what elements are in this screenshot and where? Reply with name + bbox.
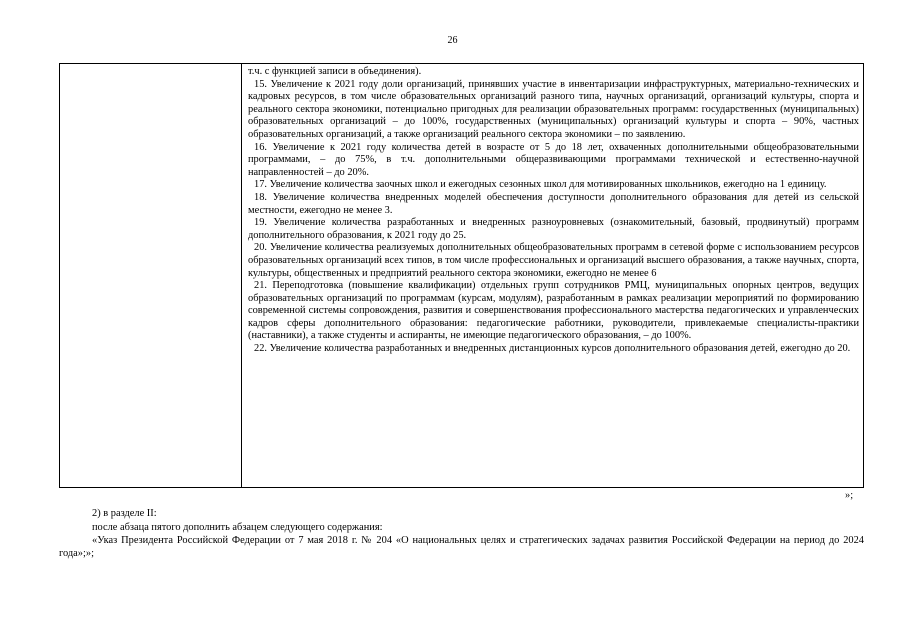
- table-row: [60, 64, 864, 488]
- table-paragraph-17: 17. Увеличение количества заочных школ и ежегодных сезонных школ для мотивированных школьников, ежегодно на 1 единицу.: [254, 179, 827, 191]
- table-paragraph-18: 18. Увеличение количества внедренных моделей обеспечения доступности дополнительного образования для детей из сельской местности, ежегодно не менее 3.: [248, 191, 859, 216]
- table-cell-right: [242, 64, 864, 488]
- table-paragraph-continuation: т.ч. с функцией записи в объединения).: [248, 66, 422, 77]
- table-paragraph-19: 19. Увеличение количества разработанных и внедренных разноуровневых (ознакомительный, базовый, продвинутый) программ дополнительного образования, к 2021 году до 25.: [248, 217, 859, 241]
- closing-quote: »;: [845, 490, 854, 501]
- body-line-decree-quote: «Указ Президента Российской Федерации от 7 мая 2018 г. № 204 «О национальных целях и стратегических задачах развития Российской Федерации на период до 2024 года»;»;: [59, 535, 864, 559]
- body-line-instruction: после абзаца пятого дополнить абзацем следующего содержания:: [92, 522, 383, 533]
- body-line-section-ref: 2) в разделе II:: [92, 508, 157, 519]
- table-paragraph-15: 15. Увеличение к 2021 году доли организаций, принявших участие в инвентаризации инфраструктурных, материально-технических и кадровых ресурсов, в том числе образовательных организаций разного типа, научных организаций, организаций культуры, спорта и реального сектора экономики, потенциально пригодных для реализации образовательных программ: государственных (муниципальных) образовательных организаций – до 100%, государственных (муниципальных) организаций культуры и спорта – 90%, частных образовательных организаций, а также организаций реального сектора экономики – по заявлению.: [248, 78, 859, 140]
- table-paragraph-20: 20. Увеличение количества реализуемых дополнительных общеобразовательных программ в сетевой форме с использованием ресурсов образовательных организаций всех типов, в том числе профессиональных и организаций высшего образования, а также научных, спорта, культуры, общественных и предприятий реального сектора экономики, ежегодно не менее 6: [248, 242, 859, 279]
- table-paragraph-21: 21. Переподготовка (повышение квалификации) отдельных групп сотрудников РМЦ, муниципальных опорных центров, ведущих образовательных организаций по программам (курсам, модулям), разработанным в рамках реализации мероприятий по формированию современной системы сопровождения, развития и совершенствования профессионального мастерства педагогических и управленческих кадров сферы дополнительного образования: педагогические работники, руководители, привлекаемые специалисты-практики (наставники), а также студенты и аспиранты, не имеющие педагогического образования, – до 100%.: [248, 280, 859, 342]
- content-table: [59, 63, 864, 488]
- page-number: 26: [447, 35, 458, 46]
- table-paragraph-16: 16. Увеличение к 2021 году количества детей в возрасте от 5 до 18 лет, охваченных дополнительными общеобразовательными программами, – до 75%, в т.ч. дополнительными общеразвивающими программами технической и естественно-научной направленностей – до 20%.: [248, 141, 859, 178]
- table-cell-left: [60, 64, 242, 488]
- table-paragraph-22: 22. Увеличение количества разработанных и внедренных дистанционных курсов дополнительного образования детей, ежегодно до 20.: [254, 343, 851, 355]
